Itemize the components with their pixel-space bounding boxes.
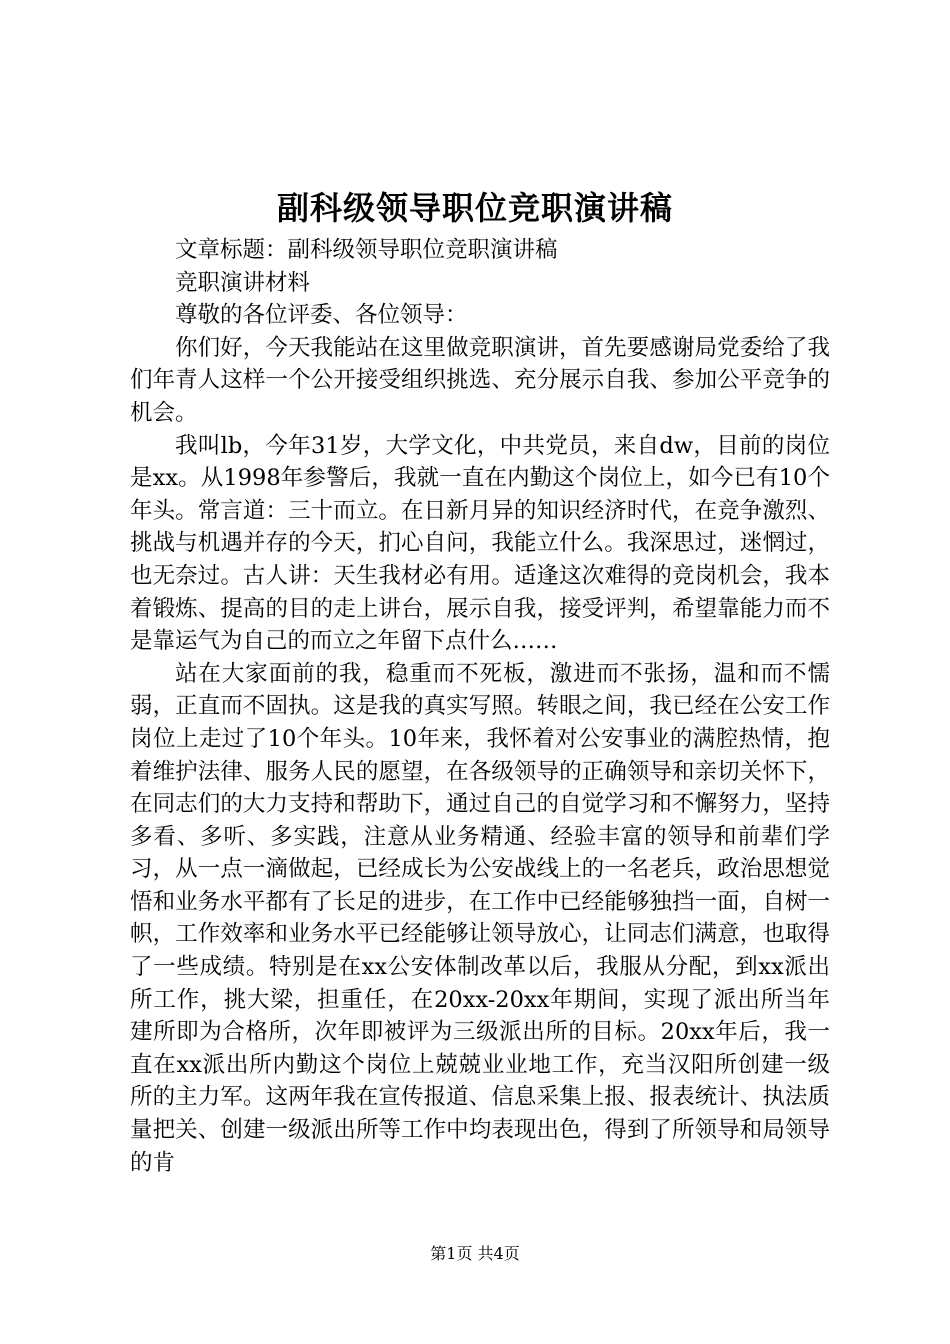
document-body	[130, 234, 830, 1179]
paragraph-material-label: 竞职演讲材料	[175, 269, 311, 296]
paragraph-article-title: 文章标题：副科级领导职位竞职演讲稿	[175, 237, 558, 263]
paragraph-self-introduction: 我叫lb，今年31岁，大学文化，中共党员，来自dw，目前的岗位是xx。从1998年参警后，我就一直在内勤这个岗位上，如今已有10个年头。常言道：三十而立。在日新月异的知识经济时代，在竞争激烈、挑战与机遇并存的今天，扪心自问，我能立什么。我深思过，迷惘过，也无奈过。古人讲：天生我材必有用。适逢这次难得的竞岗机会，我本着锻炼、提高的目的走上讲台，展示自我，接受评判，希望靠能力而不是靠运气为自己的而立之年留下点什么……	[130, 432, 830, 655]
paragraph-salutation: 尊敬的各位评委、各位领导：	[175, 302, 468, 329]
page-footer: 第1页 共4页	[430, 1244, 520, 1263]
document-title: 副科级领导职位竞职演讲稿	[276, 189, 673, 227]
paragraph-greeting: 你们好，今天我能站在这里做竞职演讲，首先要感谢局党委给了我们年青人这样一个公开接受组织挑选、充分展示自我、参加公平竞争的机会。	[130, 334, 830, 426]
paragraph-work-experience: 站在大家面前的我，稳重而不死板，激进而不张扬，温和而不懦弱，正直而不固执。这是我的真实写照。转眼之间，我已经在公安工作岗位上走过了10个年头。10年来，我怀着对公安事业的满腔热情，抱着维护法律、服务人民的愿望，在各级领导的正确领导和亲切关怀下，在同志们的大力支持和帮助下，通过自己的自觉学习和不懈努力，坚持多看、多听、多实践，注意从业务精通、经验丰富的领导和前辈们学习，从一点一滴做起，已经成长为公安战线上的一名老兵，政治思想觉悟和业务水平都有了长足的进步，在工作中已经能够独挡一面，自树一帜，工作效率和业务水平已经能够让领导放心，让同志们满意，也取得了一些成绩。特别是在xx公安体制改革以后，我服从分配，到xx派出所工作，挑大梁，担重任，在20xx-20xx年期间，实现了派出所当年建所即为合格所，次年即被评为三级派出所的目标。20xx年后，我一直在xx派出所内勤这个岗位上兢兢业业地工作，充当汉阳所创建一级所的主力军。这两年我在宣传报道、信息采集上报、报表统计、执法质量把关、创建一级派出所等工作中均表现出色，得到了所领导和局领导的肯	[130, 660, 830, 1176]
